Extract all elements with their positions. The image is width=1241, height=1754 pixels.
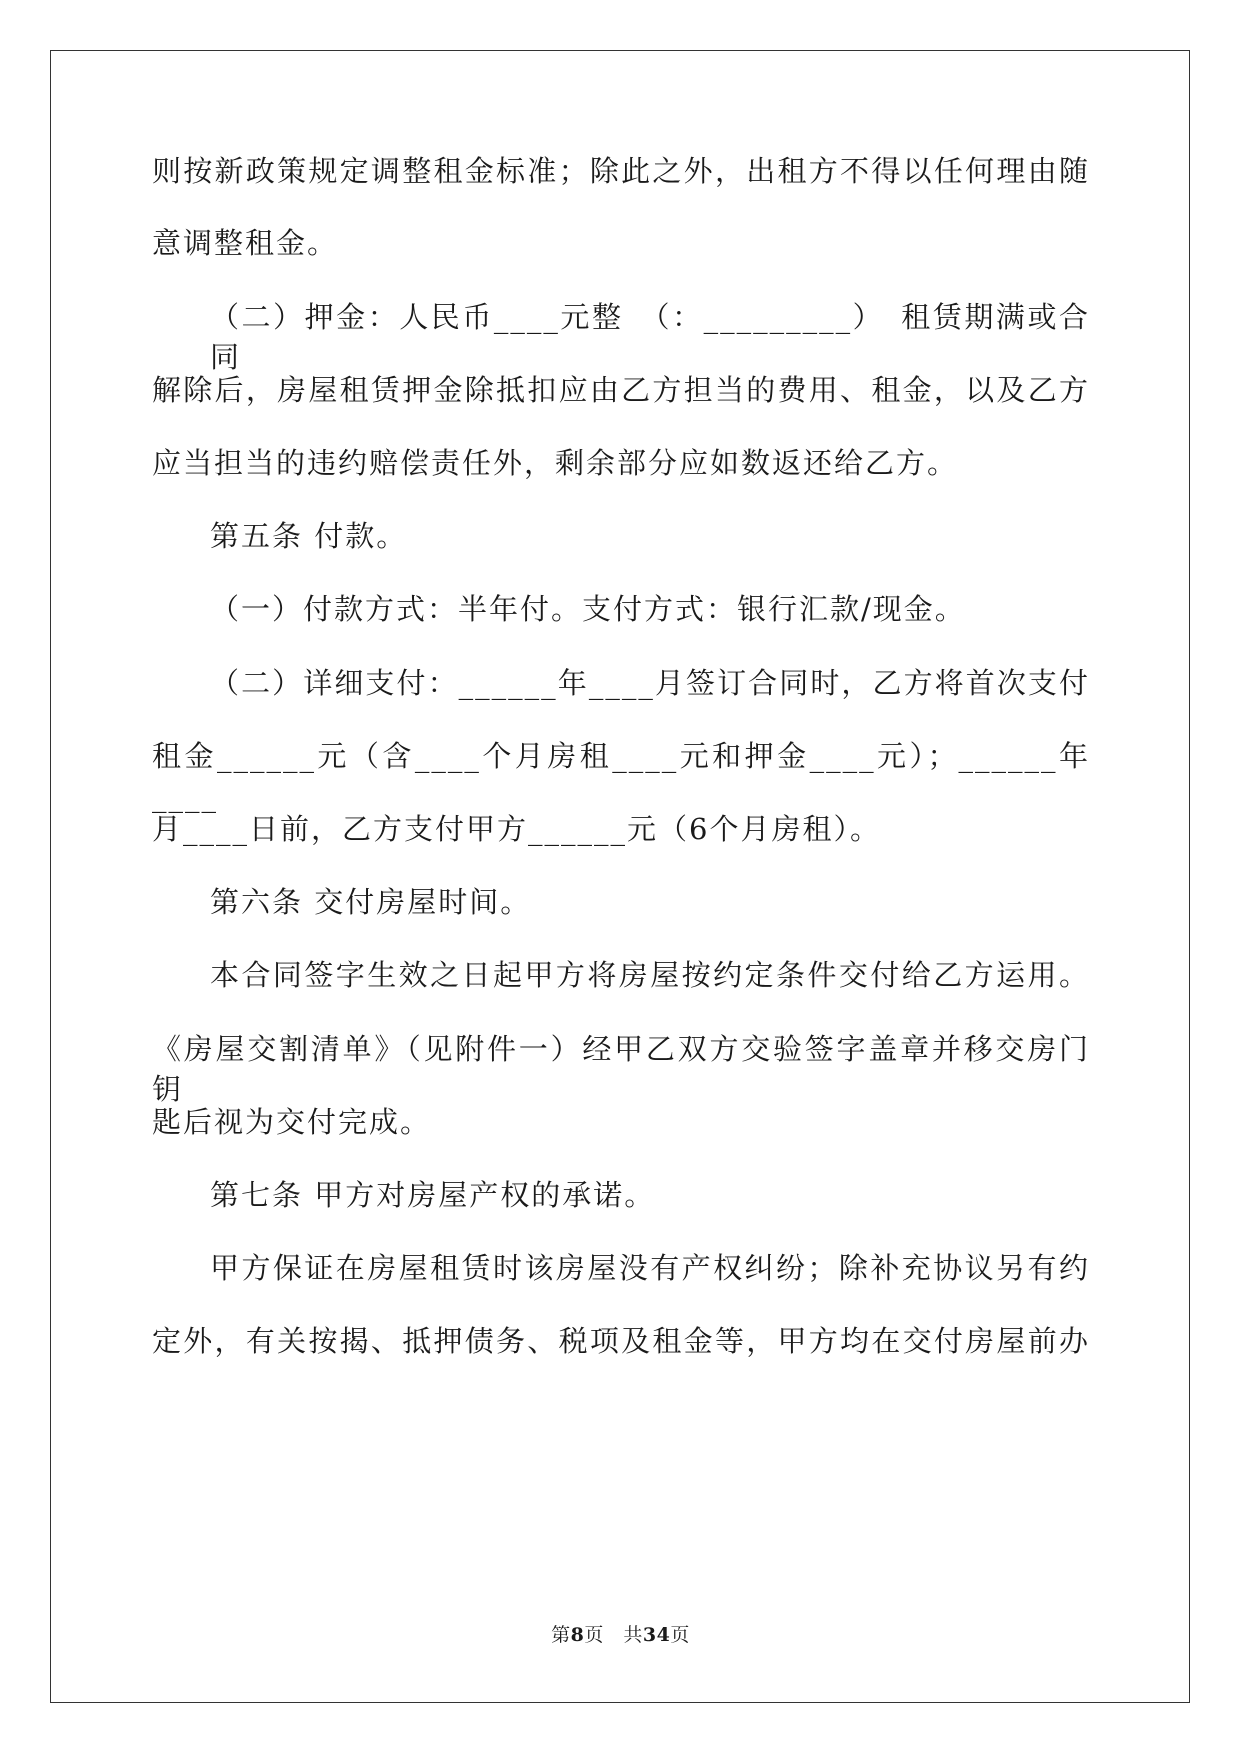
text-line: 甲方保证在房屋租赁时该房屋没有产权纠纷；除补充协议另有约: [210, 1251, 1090, 1285]
text-line: 应当担当的违约赔偿责任外，剩余部分应如数返还给乙方。: [152, 446, 959, 480]
text-line: 本合同签字生效之日起甲方将房屋按约定条件交付给乙方运用。: [210, 958, 1090, 992]
text-line: 匙后视为交付完成。: [152, 1105, 432, 1139]
page-prefix: 第: [551, 1624, 571, 1646]
section-heading: 第六条 交付房屋时间。: [210, 885, 532, 919]
text-line: 月____日前，乙方支付甲方______元（6个月房租）。: [152, 812, 881, 846]
section-heading: 第七条 甲方对房屋产权的承诺。: [210, 1178, 656, 1212]
text-line: 《房屋交割清单》（见附件一）经甲乙双方交验签字盖章并移交房门钥: [152, 1032, 1090, 1106]
text-line: （二）押金：人民币____元整 （：_________） 租赁期满或合同: [210, 300, 1090, 374]
total-suffix: 页: [670, 1624, 690, 1646]
total-pages: 34: [642, 1624, 671, 1646]
total-prefix: 共: [623, 1624, 643, 1646]
page-footer: [0, 1622, 1241, 1648]
text-line: （一）付款方式：半年付。支付方式：银行汇款/现金。: [210, 592, 966, 626]
page-number: 8: [570, 1624, 585, 1646]
text-line: 意调整租金。: [152, 226, 339, 260]
text-line: 租金______元（含____个月房租____元和押金____元）；______年____: [152, 739, 1090, 813]
text-line: 则按新政策规定调整租金标准；除此之外，出租方不得以任何理由随: [152, 154, 1090, 188]
page-suffix: 页: [584, 1624, 604, 1646]
text-line: 定外，有关按揭、抵押债务、税项及租金等，甲方均在交付房屋前办: [152, 1324, 1090, 1358]
text-line: 解除后，房屋租赁押金除抵扣应由乙方担当的费用、租金，以及乙方: [152, 373, 1090, 407]
section-heading: 第五条 付款。: [210, 519, 408, 553]
text-line: （二）详细支付：______年____月签订合同时，乙方将首次支付: [210, 666, 1090, 700]
